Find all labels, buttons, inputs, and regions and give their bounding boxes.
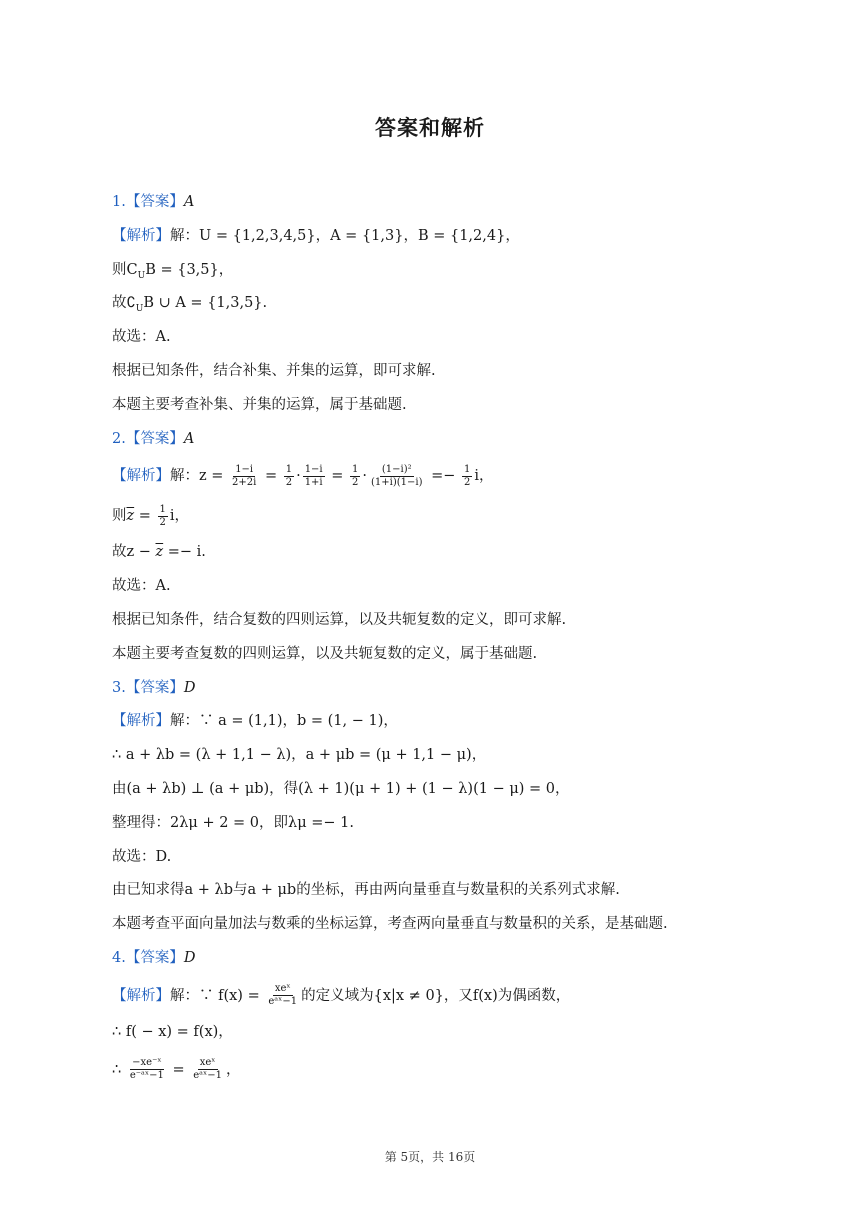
denominator: e⁻ᵃˣ−1 [129,1070,164,1082]
q2-answer: A [183,430,195,447]
q2-text: 解：z = [170,468,224,485]
q1-sub: U [135,304,144,315]
q2-text: = [138,508,151,525]
q3-line-6: 由已知求得a + λb与a + μb的坐标，再由两向量垂直与数量积的关系列式求解. [112,882,620,899]
q4-text: ， [226,1061,241,1078]
denominator: 2 [159,516,166,528]
fraction [158,504,168,529]
q3-line-3: 由(a + λb) ⊥ (a + μb)，得(λ + 1)(μ + 1) + (1 − λ)(1 − μ) = 0， [112,780,570,797]
q4-text: ∴ [112,1061,122,1078]
q4-line-3 [112,1050,752,1090]
fraction [128,1057,166,1082]
q3-line-4: 整理得：2λμ + 2 = 0，即λμ =− 1. [112,814,354,831]
q2-line-4: 故选：A. [112,578,171,595]
q1-line-6: 本题主要考查补集、并集的运算，属于基础题. [112,396,407,413]
q1-text: B ∪ A = {1,3,5}. [143,295,268,312]
q2-text: 则 [112,508,127,525]
q3-answer-line [112,672,752,706]
q1-analysis-1: 解：U = {1,2,3,4,5}，A = {1,3}，B = {1,2,4}， [170,227,520,244]
answer-tag: 【答案】 [125,194,184,210]
numerator: 1−i [304,463,323,475]
answer-tag: 【答案】 [125,949,184,966]
denominator: 2+2i [232,476,257,488]
q2-text: · [296,468,301,485]
q3-line-2: ∴ a + λb = (λ + 1,1 − λ)，a + μb = (μ + 1,1 − μ)， [112,747,487,764]
fraction [266,983,299,1008]
page-footer: 第 5页，共 16页 [384,1150,476,1164]
q1-line-3 [112,287,752,321]
q2-line-3 [112,536,752,570]
answer-tag: 【答案】 [125,430,184,447]
q2-text: 故z − [112,544,151,561]
q4-text: 解：∵ f(x) = [170,987,260,1004]
q1-text: 则C [112,261,138,278]
numerator: 1 [285,463,293,475]
q1-analysis-line [112,220,752,254]
analysis-tag: 【解析】 [112,227,170,244]
fraction [303,464,325,489]
q1-text: 故∁ [112,295,136,312]
q3-analysis-line [112,705,752,739]
q2-analysis-line [112,456,752,496]
denominator: 2 [352,476,359,488]
q3-analysis-1: 解：∵ a = (1,1)，b = (1, − 1)， [170,713,398,730]
numerator: xeˣ [274,983,291,995]
q4-answer: D [183,949,196,966]
numerator: xeˣ [199,1057,216,1069]
q2-text: = [331,468,344,485]
q1-sub: U [137,270,146,281]
numerator: 1 [352,463,359,475]
q1-text: B = {3,5}， [145,261,234,278]
q1-answer: A [183,194,195,210]
q2-text: = [264,468,278,485]
denominator: eᵃˣ−1 [193,1070,223,1082]
q1-number: 1. [112,194,126,210]
q2-line-5: 根据已知条件，结合复数的四则运算，以及共轭复数的定义，即可求解. [112,611,567,628]
numerator: −xe⁻ˣ [132,1057,162,1069]
q3-answer: D [183,679,196,696]
denominator: eᵃˣ−1 [268,996,298,1008]
q1-answer-line [112,186,752,220]
fraction [284,464,294,489]
numerator: (1−i)² [381,463,412,475]
q2-text: i， [169,508,190,525]
q2-line-2 [112,496,752,536]
q1-line-2 [112,254,752,288]
numerator: 1 [159,503,166,515]
q4-number: 4. [112,949,126,966]
analysis-tag: 【解析】 [112,468,170,485]
analysis-tag: 【解析】 [112,713,170,730]
fraction [350,464,360,489]
q4-text: = [172,1061,185,1078]
q3-number: 3. [112,679,126,696]
q1-line-5: 根据已知条件，结合补集、并集的运算，即可求解. [112,362,436,379]
fraction [369,464,424,489]
denominator: (1+i)(1−i) [371,476,423,488]
solutions-body [112,186,752,1090]
q2-text: · [362,468,367,485]
q4-analysis-line [112,976,752,1016]
q2-text: =− [431,468,456,485]
denominator: 1+i [304,476,323,488]
conjugate-z: $\overline{z}$ [126,508,135,525]
q3-line-5: 故选：D. [112,848,172,865]
q2-number: 2. [112,430,126,447]
fraction [191,1057,224,1082]
q4-answer-line [112,942,752,976]
q2-text: i， [474,468,494,485]
answer-tag: 【答案】 [125,679,184,696]
q1-line-4: 故选：A. [112,329,171,346]
analysis-tag: 【解析】 [112,987,170,1004]
q2-line-6: 本题主要考查复数的四则运算，以及共轭复数的定义，属于基础题. [112,645,538,662]
q4-text: 的定义域为{x|x ≠ 0}，又f(x)为偶函数， [301,987,571,1004]
fraction [230,464,258,489]
numerator: 1 [464,463,471,475]
q2-text: =− i. [167,544,206,561]
denominator: 2 [285,476,293,488]
denominator: 2 [464,476,471,488]
numerator: 1−i [235,463,254,475]
q2-answer-line [112,423,752,457]
page-title: 答案和解析 [375,116,485,140]
fraction [462,464,472,489]
q3-line-7: 本题考查平面向量加法与数乘的坐标运算，考查两向量垂直与数量积的关系，是基础题. [112,916,668,933]
conjugate-z: $\overline{z}$ [155,544,164,561]
q4-line-2: ∴ f( − x) = f(x)， [112,1023,233,1040]
